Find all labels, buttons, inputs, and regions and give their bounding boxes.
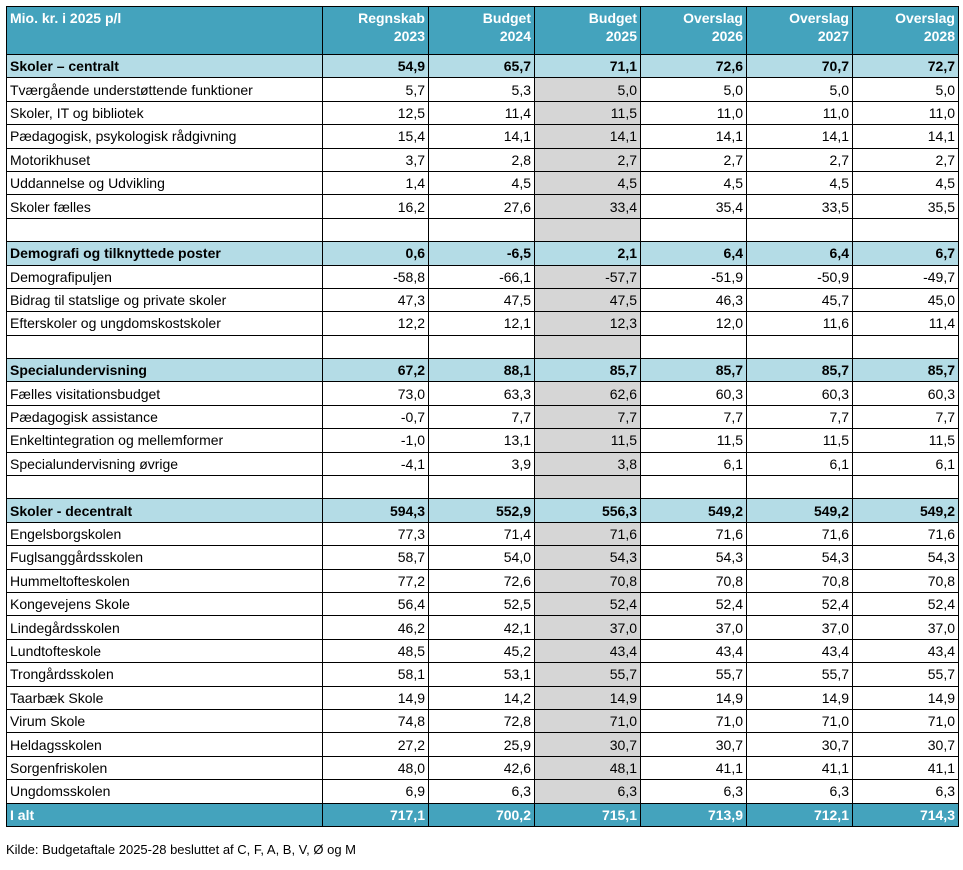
cell-value: 56,4 [323,592,429,615]
table-row [7,195,959,218]
row-label: Uddannelse og Udvikling [7,171,323,194]
cell-value: 6,3 [535,780,641,803]
cell-value [429,335,535,358]
cell-value: 25,9 [429,733,535,756]
table-row [7,382,959,405]
table-row [7,78,959,101]
header-row [7,7,959,55]
cell-value: -6,5 [429,242,535,265]
cell-value: 70,7 [747,55,853,78]
cell-value: 4,5 [641,171,747,194]
cell-value: 60,3 [853,382,959,405]
col-header-overslag-2028: Overslag 2028 [853,7,959,55]
row-label: I alt [7,803,323,826]
source-note: Kilde: Budgetaftale 2025-28 besluttet af C, F, A, B, V, Ø og M [6,842,357,857]
cell-value: 54,3 [747,546,853,569]
cell-value [747,335,853,358]
cell-value: 7,7 [747,405,853,428]
cell-value: 1,4 [323,171,429,194]
blank-row [7,335,959,358]
cell-value: 5,0 [747,78,853,101]
row-label: Skoler fælles [7,195,323,218]
cell-value: 715,1 [535,803,641,826]
cell-value [641,218,747,241]
cell-value: 71,6 [535,522,641,545]
table-row [7,452,959,475]
cell-value: 2,7 [853,148,959,171]
table-row [7,148,959,171]
row-label: Heldagsskolen [7,733,323,756]
table-row [7,780,959,803]
cell-value [535,218,641,241]
cell-value [429,218,535,241]
cell-value: 35,4 [641,195,747,218]
cell-value: 45,0 [853,288,959,311]
cell-value: 85,7 [641,359,747,382]
cell-value: 7,7 [429,405,535,428]
cell-value: 14,9 [747,686,853,709]
cell-value: 6,1 [641,452,747,475]
cell-value: 12,2 [323,312,429,335]
cell-value: 6,7 [853,242,959,265]
cell-value: 14,9 [641,686,747,709]
cell-value: 14,1 [641,125,747,148]
cell-value: 71,1 [535,55,641,78]
cell-value: 33,4 [535,195,641,218]
cell-value: 47,5 [429,288,535,311]
cell-value: 14,1 [747,125,853,148]
cell-value: 52,4 [641,592,747,615]
cell-value: 72,6 [641,55,747,78]
row-label: Enkeltintegration og mellemformer [7,429,323,452]
cell-value: 45,2 [429,639,535,662]
cell-value: 6,4 [747,242,853,265]
cell-value: 14,1 [535,125,641,148]
cell-value: 30,7 [853,733,959,756]
row-label: Tværgående understøttende funktioner [7,78,323,101]
cell-value: 53,1 [429,663,535,686]
row-label: Skoler – centralt [7,55,323,78]
section-row [7,242,959,265]
cell-value: 7,7 [641,405,747,428]
cell-value [853,335,959,358]
cell-value: 2,8 [429,148,535,171]
cell-value: 11,5 [747,429,853,452]
row-label: Specialundervisning øvrige [7,452,323,475]
cell-value: 14,2 [429,686,535,709]
cell-value: 549,2 [747,499,853,522]
cell-value: 54,3 [535,546,641,569]
cell-value: 55,7 [641,663,747,686]
cell-value: 63,3 [429,382,535,405]
table-row [7,171,959,194]
table-row [7,663,959,686]
cell-value: 4,5 [535,171,641,194]
cell-value: 37,0 [747,616,853,639]
cell-value: 11,5 [535,429,641,452]
row-label: Skoler - decentralt [7,499,323,522]
cell-value: 12,0 [641,312,747,335]
cell-value [535,476,641,499]
table-row [7,405,959,428]
cell-value: 85,7 [747,359,853,382]
cell-value: 70,8 [747,569,853,592]
cell-value: 58,1 [323,663,429,686]
blank-row [7,218,959,241]
cell-value: 47,5 [535,288,641,311]
row-label: Demografipuljen [7,265,323,288]
cell-value: 35,5 [853,195,959,218]
cell-value: 70,8 [535,569,641,592]
cell-value: 41,1 [747,756,853,779]
row-label: Ungdomsskolen [7,780,323,803]
cell-value: -51,9 [641,265,747,288]
table-row [7,733,959,756]
row-label: Fælles visitationsbudget [7,382,323,405]
cell-value: 58,7 [323,546,429,569]
cell-value: 43,4 [747,639,853,662]
row-label: Pædagogisk assistance [7,405,323,428]
table-row [7,288,959,311]
cell-value: 4,5 [429,171,535,194]
cell-value: 67,2 [323,359,429,382]
cell-value [747,476,853,499]
cell-value [853,476,959,499]
cell-value: 14,9 [535,686,641,709]
table-row [7,125,959,148]
total-row [7,803,959,826]
table-row [7,639,959,662]
cell-value: 70,8 [853,569,959,592]
cell-value: 15,4 [323,125,429,148]
row-label: Trongårdsskolen [7,663,323,686]
row-label: Efterskoler og ungdomskostskoler [7,312,323,335]
cell-value: 5,7 [323,78,429,101]
cell-value: 6,3 [747,780,853,803]
row-label: Kongevejens Skole [7,592,323,615]
section-row [7,499,959,522]
row-label: Pædagogisk, psykologisk rådgivning [7,125,323,148]
row-label: Skoler, IT og bibliotek [7,101,323,124]
cell-value [641,335,747,358]
cell-value [535,335,641,358]
cell-value: 72,6 [429,569,535,592]
cell-value: 27,2 [323,733,429,756]
cell-value: 88,1 [429,359,535,382]
cell-value: 54,3 [853,546,959,569]
cell-value: 71,6 [853,522,959,545]
table-row [7,522,959,545]
cell-value: 52,4 [853,592,959,615]
cell-value: 37,0 [853,616,959,639]
cell-value: 85,7 [853,359,959,382]
cell-value [641,476,747,499]
cell-value: 55,7 [535,663,641,686]
header-label: Mio. kr. i 2025 p/l [7,7,323,55]
cell-value: 60,3 [747,382,853,405]
cell-value: 65,7 [429,55,535,78]
cell-value: 72,7 [853,55,959,78]
table-row [7,756,959,779]
col-header-budget-2025: Budget 2025 [535,7,641,55]
table-row [7,265,959,288]
cell-value: 11,0 [641,101,747,124]
cell-value: 62,6 [535,382,641,405]
row-label: Taarbæk Skole [7,686,323,709]
table-row [7,686,959,709]
cell-value: 71,4 [429,522,535,545]
cell-value: 71,6 [641,522,747,545]
cell-value: 11,5 [853,429,959,452]
cell-value: 71,0 [853,709,959,732]
cell-value: 55,7 [747,663,853,686]
cell-value: 552,9 [429,499,535,522]
col-header-regnskab-2023: Regnskab 2023 [323,7,429,55]
cell-value: 43,4 [535,639,641,662]
cell-value: 556,3 [535,499,641,522]
cell-value: 5,0 [853,78,959,101]
row-label: Virum Skole [7,709,323,732]
cell-value: 717,1 [323,803,429,826]
cell-value: -57,7 [535,265,641,288]
row-label: Hummeltofteskolen [7,569,323,592]
cell-value: 11,0 [747,101,853,124]
table-row [7,569,959,592]
cell-value: -0,7 [323,405,429,428]
cell-value: 6,3 [429,780,535,803]
cell-value: 30,7 [535,733,641,756]
cell-value: -66,1 [429,265,535,288]
cell-value: 27,6 [429,195,535,218]
cell-value: 6,1 [747,452,853,475]
table-row [7,429,959,452]
cell-value: 54,0 [429,546,535,569]
cell-value: 594,3 [323,499,429,522]
cell-value: -50,9 [747,265,853,288]
cell-value: 4,5 [747,171,853,194]
col-header-overslag-2027: Overslag 2027 [747,7,853,55]
cell-value: 5,3 [429,78,535,101]
cell-value: 54,3 [641,546,747,569]
cell-value [747,218,853,241]
row-label: Bidrag til statslige og private skoler [7,288,323,311]
cell-value: 43,4 [641,639,747,662]
row-label [7,476,323,499]
table-row [7,101,959,124]
cell-value: 14,1 [429,125,535,148]
cell-value [853,218,959,241]
cell-value: 46,2 [323,616,429,639]
table-row [7,546,959,569]
cell-value: 52,4 [535,592,641,615]
cell-value: 2,7 [641,148,747,171]
cell-value: 52,4 [747,592,853,615]
cell-value: 12,1 [429,312,535,335]
cell-value: 14,9 [323,686,429,709]
cell-value: 12,3 [535,312,641,335]
cell-value: 3,8 [535,452,641,475]
cell-value [429,476,535,499]
cell-value: 6,4 [641,242,747,265]
cell-value: 0,6 [323,242,429,265]
cell-value: 52,5 [429,592,535,615]
blank-row [7,476,959,499]
cell-value: 42,1 [429,616,535,639]
cell-value: 30,7 [641,733,747,756]
cell-value: 48,1 [535,756,641,779]
cell-value: 6,1 [853,452,959,475]
col-header-overslag-2026: Overslag 2026 [641,7,747,55]
row-label: Motorikhuset [7,148,323,171]
cell-value: 11,5 [641,429,747,452]
cell-value [323,218,429,241]
cell-value: 71,0 [535,709,641,732]
cell-value: 13,1 [429,429,535,452]
cell-value: 4,5 [853,171,959,194]
cell-value: 3,7 [323,148,429,171]
cell-value: 712,1 [747,803,853,826]
row-label: Specialundervisning [7,359,323,382]
cell-value: -49,7 [853,265,959,288]
row-label: Sorgenfriskolen [7,756,323,779]
cell-value: 11,4 [429,101,535,124]
cell-value: 7,7 [853,405,959,428]
cell-value [323,335,429,358]
cell-value: 73,0 [323,382,429,405]
cell-value: 72,8 [429,709,535,732]
cell-value: 12,5 [323,101,429,124]
row-label: Fuglsanggårdsskolen [7,546,323,569]
cell-value: 3,9 [429,452,535,475]
cell-value: 7,7 [535,405,641,428]
cell-value: 37,0 [535,616,641,639]
cell-value: 14,9 [853,686,959,709]
cell-value: 48,5 [323,639,429,662]
cell-value: 549,2 [641,499,747,522]
cell-value: 714,3 [853,803,959,826]
cell-value: 54,9 [323,55,429,78]
cell-value: -58,8 [323,265,429,288]
row-label [7,218,323,241]
budget-table [6,6,959,827]
cell-value: 85,7 [535,359,641,382]
cell-value: 30,7 [747,733,853,756]
cell-value: 700,2 [429,803,535,826]
section-row [7,359,959,382]
table-row [7,709,959,732]
cell-value: 2,7 [535,148,641,171]
cell-value: 6,9 [323,780,429,803]
cell-value: -1,0 [323,429,429,452]
cell-value: 45,7 [747,288,853,311]
row-label [7,335,323,358]
cell-value: 47,3 [323,288,429,311]
cell-value: 70,8 [641,569,747,592]
cell-value: 2,7 [747,148,853,171]
cell-value: 37,0 [641,616,747,639]
cell-value: 6,3 [641,780,747,803]
cell-value [323,476,429,499]
row-label: Engelsborgskolen [7,522,323,545]
cell-value: 16,2 [323,195,429,218]
cell-value: 55,7 [853,663,959,686]
cell-value: 6,3 [853,780,959,803]
cell-value: 713,9 [641,803,747,826]
row-label: Lindegårdsskolen [7,616,323,639]
cell-value: 33,5 [747,195,853,218]
cell-value: 41,1 [853,756,959,779]
cell-value: 2,1 [535,242,641,265]
cell-value: 11,5 [535,101,641,124]
row-label: Demografi og tilknyttede poster [7,242,323,265]
cell-value: 48,0 [323,756,429,779]
cell-value: 77,2 [323,569,429,592]
table-row [7,616,959,639]
cell-value: 71,0 [641,709,747,732]
cell-value: 43,4 [853,639,959,662]
cell-value: 42,6 [429,756,535,779]
table-row [7,312,959,335]
cell-value: 46,3 [641,288,747,311]
cell-value: 74,8 [323,709,429,732]
cell-value: 60,3 [641,382,747,405]
cell-value: 5,0 [641,78,747,101]
cell-value: 14,1 [853,125,959,148]
cell-value: 71,6 [747,522,853,545]
cell-value: 11,0 [853,101,959,124]
col-header-budget-2024: Budget 2024 [429,7,535,55]
cell-value: -4,1 [323,452,429,475]
section-row [7,55,959,78]
cell-value: 71,0 [747,709,853,732]
row-label: Lundtofteskole [7,639,323,662]
cell-value: 5,0 [535,78,641,101]
cell-value: 11,4 [853,312,959,335]
cell-value: 549,2 [853,499,959,522]
cell-value: 77,3 [323,522,429,545]
cell-value: 11,6 [747,312,853,335]
table-row [7,592,959,615]
cell-value: 41,1 [641,756,747,779]
